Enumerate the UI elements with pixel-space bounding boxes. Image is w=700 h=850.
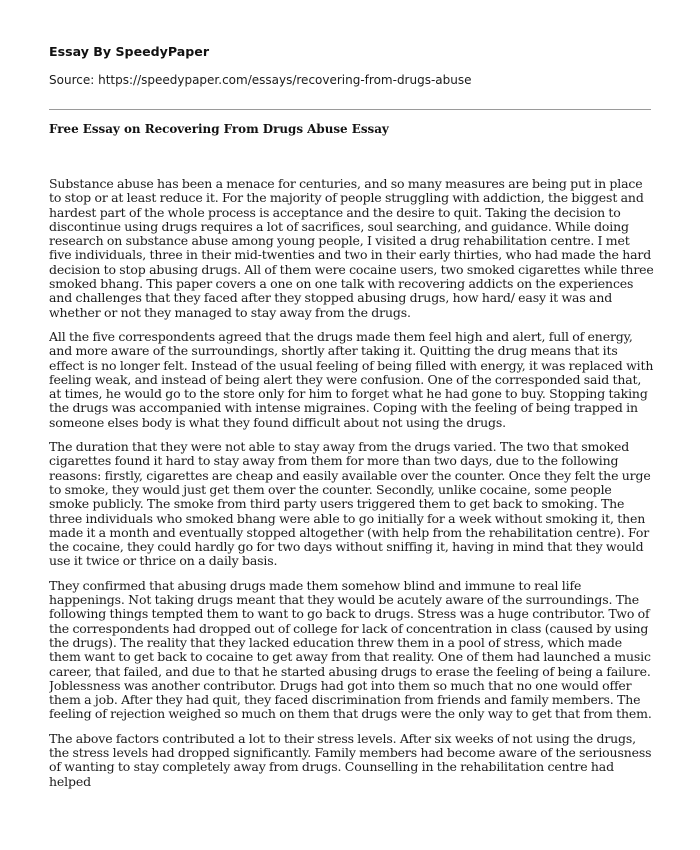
source-line <box>49 72 651 88</box>
source-label: Source: <box>49 73 95 87</box>
essay-paragraph: Substance abuse has been a menace for centuries, and so many measures are being put in place to stop or at least reduce it. For the majority of people struggling with addiction, the biggest and hardest part of the whole process is acceptance and the desire to quit. Taking the decision to discontinue using drugs requires a lot of sacrifices, soul searching, and guidance. While doing research on substance abuse among young people, I visited a drug rehabilitation centre. I met five individuals, three in their mid-twenties and two in their early thirties, who had made the hard decision to stop abusing drugs. All of them were cocaine users, two smoked cigarettes while three smoked bhang. This paper covers a one on one talk with recovering addicts on the experiences and challenges that they faced after they stopped abusing drugs, how hard/ easy it was and whether or not they managed to stay away from the drugs. <box>49 177 654 320</box>
essay-title: Free Essay on Recovering From Drugs Abuse Essay <box>49 122 389 136</box>
site-title: Essay By SpeedyPaper <box>49 44 210 59</box>
header-divider <box>49 109 651 110</box>
essay-body <box>49 177 655 799</box>
essay-paragraph: They confirmed that abusing drugs made them somehow blind and immune to real life happenings. Not taking drugs meant that they would be acutely aware of the surroundings. The following things tempted them to want to go back to drugs. Stress was a huge contributor. Two of the correspondents had dropped out of college for lack of concentration in class (caused by using the drugs). The reality that they lacked education threw them in a pool of stress, which made them want to get back to cocaine to get away from that reality. One of them had launched a music career, that failed, and due to that he started abusing drugs to erase the feeling of being a failure. Joblessness was another contributor. Drugs had got into them so much that no one would offer them a job. After they had quit, they faced discrimination from friends and family members. The feeling of rejection weighed so much on them that drugs were the only way to get that from them. <box>49 577 652 722</box>
source-url: https://speedypaper.com/essays/recovering-from-drugs-abuse <box>98 73 472 87</box>
essay-paragraph: The duration that they were not able to stay away from the drugs varied. The two that smoked cigarettes found it hard to stay away from them for more than two days, due to the following reasons: firstly, cigarettes are cheap and easily available over the counter. Once they felt the urge to smoke, they would just get them over the counter. Secondly, unlike cocaine, some people smoke publicly. The smoke from third party users triggered them to get back to smoking. The three individuals who smoked bhang were able to go initially for a week without smoking it, then made it a month and eventually stopped altogether (with help from the rehabilitation centre). For the cocaine, they could hardly go for two days without sniffing it, having in mind that they would use it twice or thrice on a daily basis. <box>49 439 651 569</box>
essay-paragraph: The above factors contributed a lot to their stress levels. After six weeks of not using the drugs, the stress levels had dropped significantly. Family members had become aware of the seriousness of wanting to stay completely away from drugs. Counselling in the rehabilitation centre had helped <box>49 730 652 789</box>
essay-paragraph: All the five correspondents agreed that the drugs made them feel high and alert, full of energy, and more aware of the surroundings, shortly after taking it. Quitting the drug means that its effect is no longer felt. Instead of the usual feeling of being filled with energy, it was replaced with feeling weak, and instead of being alert they were confusion. One of the corresponded said that, at times, he would go to the store only for him to forget what he had gone to buy. Stopping taking the drugs was accompanied with intense migraines. Coping with the feeling of being trapped in someone elses body is what they found difficult about not using the drugs. <box>49 328 654 430</box>
